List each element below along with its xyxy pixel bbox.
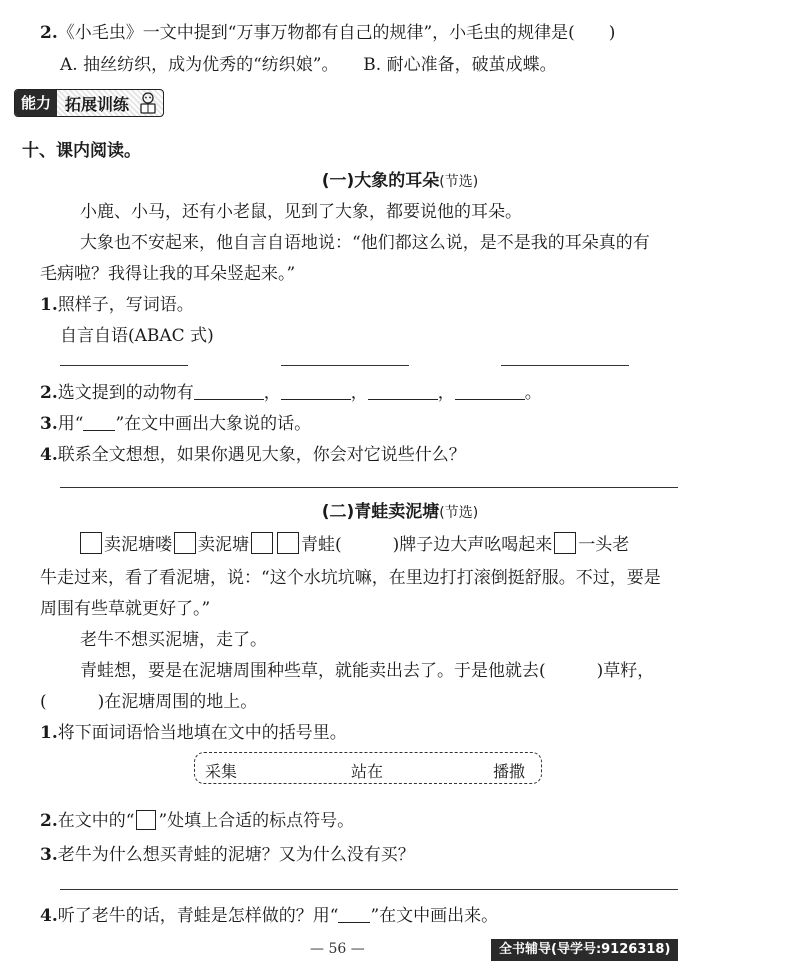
passage2-para2: 老牛不想买泥塘，走了。	[80, 630, 267, 650]
banner-title: 拓展训练	[65, 94, 130, 114]
word-bank-item: 播撒	[493, 762, 526, 781]
p1-question-2	[40, 378, 542, 403]
question-text-pre: 在文中的“	[57, 811, 135, 831]
passage2-line3: 周围有些草就更好了。”	[40, 599, 211, 619]
question-number: 2.	[40, 811, 58, 831]
p2-question-1	[40, 718, 347, 743]
punctuation-box[interactable]	[251, 532, 273, 554]
prev-question-2-options	[60, 50, 557, 75]
underline-mark	[83, 430, 115, 431]
answer-line-p1-q4[interactable]	[60, 487, 678, 488]
question-text: 老牛为什么想买青蛙的泥塘？又为什么没有买？	[57, 845, 415, 865]
reading-figure-icon	[137, 91, 159, 115]
passage1-title-note: (节选)	[439, 174, 479, 190]
question-number: 3.	[40, 845, 58, 865]
question-number: 4.	[40, 445, 58, 465]
underline-mark	[338, 922, 370, 923]
passage2-line1	[78, 530, 629, 555]
text-segment: 青蛙( )牌子边大声吆喝起来	[301, 535, 553, 555]
separator: ，	[437, 383, 455, 403]
question-text-post: ”处填上合适的标点符号。	[158, 811, 355, 831]
question-text: 联系全文想想，如果你遇见大象，你会对它说些什么？	[57, 445, 466, 465]
p1-question-3	[40, 409, 311, 434]
option-b: B. 耐心准备，破茧成蝶。	[363, 55, 557, 75]
passage1-para1: 小鹿、小马，还有小老鼠，见到了大象，都要说他的耳朵。	[80, 202, 522, 222]
p2-question-2	[40, 806, 354, 831]
p1-q1-example: 自言自语(ABAC 式)	[60, 326, 214, 346]
answer-line-p2-q3[interactable]	[60, 889, 678, 890]
word-bank	[194, 752, 542, 784]
passage1-para2-line2: 毛病啦？我得让我的耳朵竖起来。”	[40, 264, 296, 284]
text-segment: 一头老	[578, 535, 630, 555]
question-text: 《小毛虫》一文中提到“万事万物都有自己的规律”，小毛虫的规律是( )	[57, 23, 616, 43]
animal-blank-3[interactable]	[368, 399, 438, 400]
answer-blank-3[interactable]	[501, 365, 629, 366]
text-segment: 卖泥塘喽	[104, 535, 172, 555]
question-number: 2.	[40, 23, 58, 43]
banner-pill	[14, 89, 164, 117]
question-number: 1.	[40, 295, 58, 315]
animal-blank-4[interactable]	[455, 399, 525, 400]
punctuation-box[interactable]	[277, 532, 299, 554]
animal-blank-2[interactable]	[281, 399, 351, 400]
question-text-post: ”在文中画出大象说的话。	[115, 414, 312, 434]
passage2-line2: 牛走过来，看了看泥塘，说：“这个水坑坑嘛，在里边打打滚倒挺舒服。不过，要是	[40, 568, 661, 588]
passage2-title-note: (节选)	[439, 505, 479, 521]
punctuation-box-sample	[136, 810, 156, 830]
question-text-pre: 用“	[57, 414, 84, 434]
punctuation-box[interactable]	[554, 532, 576, 554]
passage1-title-text: (一)大象的耳朵	[321, 171, 440, 191]
question-text-pre: 听了老牛的话，青蛙是怎样做的？用“	[57, 906, 339, 926]
section-banner	[14, 88, 164, 118]
question-text: 将下面词语恰当地填在文中的括号里。	[57, 723, 347, 743]
word-bank-item: 采集	[205, 762, 238, 781]
text-segment: 卖泥塘	[198, 535, 249, 555]
p2-question-3	[40, 840, 415, 865]
separator: ，	[350, 383, 368, 403]
question-number: 3.	[40, 414, 58, 434]
question-text: 选文提到的动物有	[57, 383, 194, 403]
separator: ，	[263, 383, 281, 403]
question-number: 4.	[40, 906, 58, 926]
footer-badge: 全书辅导(导学号:9126318)	[491, 939, 678, 961]
passage1-para2-line1: 大象也不安起来，他自言自语地说：“他们都这么说，是不是我的耳朵真的有	[80, 233, 650, 253]
end-mark: 。	[524, 383, 542, 403]
animal-blank-1[interactable]	[194, 399, 264, 400]
page-number: — 56 —	[310, 941, 365, 957]
passage1-title	[0, 166, 800, 191]
p1-question-4	[40, 440, 466, 465]
passage2-title-text: (二)青蛙卖泥塘	[321, 502, 440, 522]
p2-question-4	[40, 901, 498, 926]
punctuation-box[interactable]	[174, 532, 196, 554]
section-ten-heading: 十、课内阅读。	[22, 141, 141, 161]
passage2-title	[0, 497, 800, 522]
question-text: 照样子，写词语。	[57, 295, 194, 315]
answer-blank-1[interactable]	[60, 365, 188, 366]
passage2-para3-line1: 青蛙想，要是在泥塘周围种些草，就能卖出去了。于是他就去( )草籽，	[80, 661, 655, 681]
word-bank-item: 站在	[351, 762, 384, 781]
question-text-post: ”在文中画出来。	[370, 906, 499, 926]
question-number: 2.	[40, 383, 58, 403]
prev-question-2	[40, 18, 615, 43]
answer-blank-2[interactable]	[281, 365, 409, 366]
passage2-para3-line2: ( )在泥塘周围的地上。	[40, 692, 258, 712]
option-a: A. 抽丝纺织，成为优秀的“纺织娘”。	[60, 55, 339, 75]
p1-question-1	[40, 290, 194, 315]
punctuation-box[interactable]	[80, 532, 102, 554]
question-number: 1.	[40, 723, 58, 743]
banner-tag: 能力	[15, 90, 57, 116]
